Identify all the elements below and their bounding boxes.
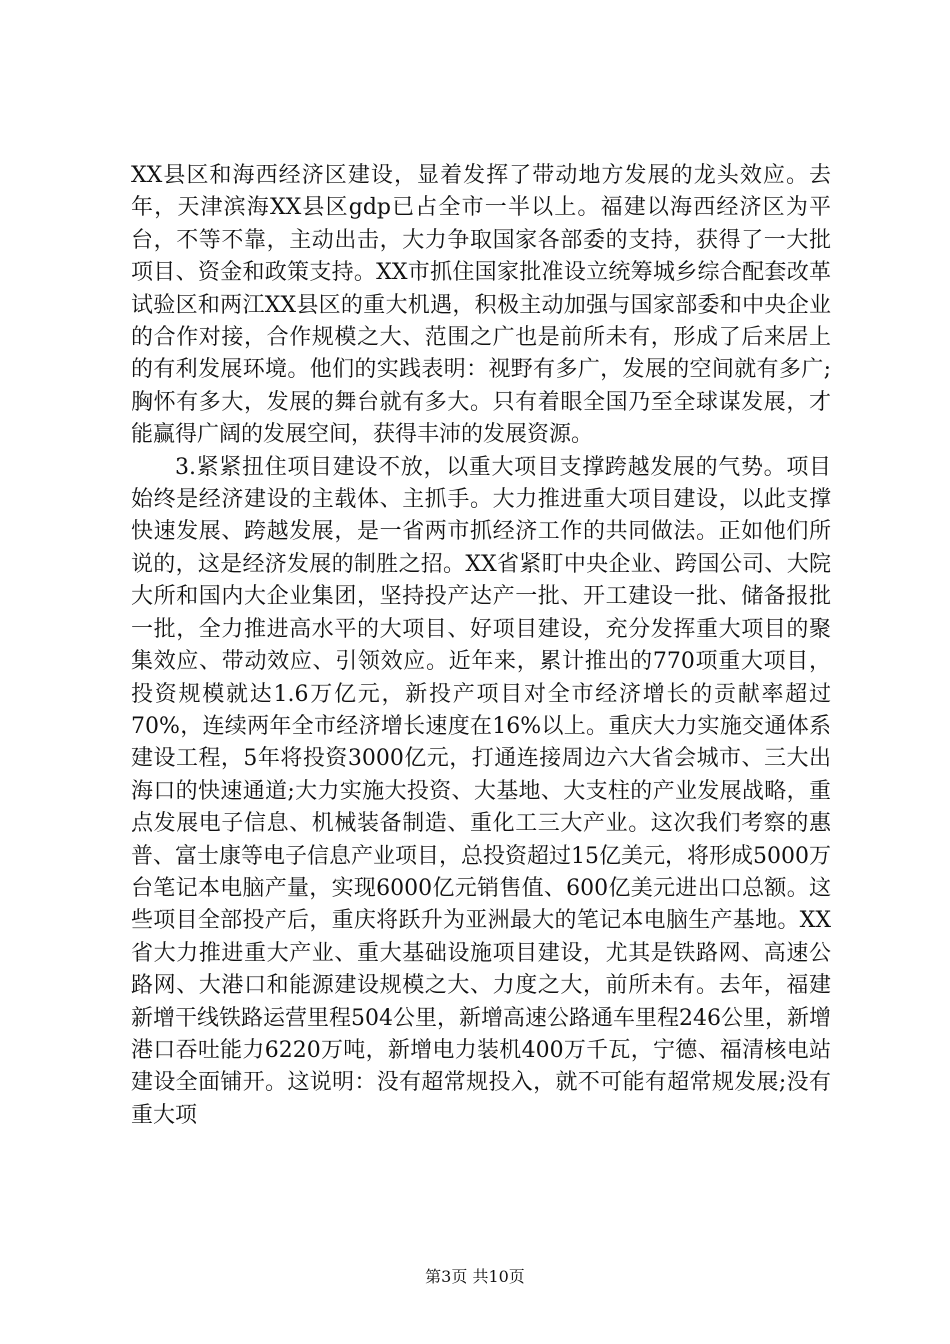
- page-footer: 第3页 共10页: [425, 1267, 525, 1286]
- document-body: [131, 160, 831, 1132]
- paragraph-2: 3.紧紧扭住项目建设不放，以重大项目支撑跨越发展的气势。项目始终是经济建设的主载体、主抓手。大力推进重大项目建设，以此支撑快速发展、跨越发展，是一省两市抓经济工作的共同做法。正如他们所说的，这是经济发展的制胜之招。XX省紧盯中央企业、跨国公司、大院大所和国内大企业集团，坚持投产达产一批、开工建设一批、储备报批一批，全力推进高水平的大项目、好项目建设，充分发挥重大项目的聚集效应、带动效应、引领效应。近年来，累计推出的770项重大项目，投资规模就达1.6万亿元，新投产项目对全市经济增长的贡献率超过70%，连续两年全市经济增长速度在16%以上。重庆大力实施交通体系建设工程，5年将投资3000亿元，打通连接周边六大省会城市、三大出海口的快速通道;大力实施大投资、大基地、大支柱的产业发展战略，重点发展电子信息、机械装备制造、重化工三大产业。这次我们考察的惠普、富士康等电子信息产业项目，总投资超过15亿美元，将形成5000万台笔记本电脑产量，实现6000亿元销售值、600亿美元进出口总额。这些项目全部投产后，重庆将跃升为亚洲最大的笔记本电脑生产基地。XX省大力推进重大产业、重大基础设施项目建设，尤其是铁路网、高速公路网、大港口和能源建设规模之大、力度之大，前所未有。去年，福建新增干线铁路运营里程504公里，新增高速公路通车里程246公里，新增港口吞吐能力6220万吨，新增电力装机400万千瓦，宁德、福清核电站建设全面铺开。这说明：没有超常规投入，就不可能有超常规发展;没有重大项: [131, 454, 831, 1128]
- paragraph-1: XX县区和海西经济区建设，显着发挥了带动地方发展的龙头效应。去年，天津滨海XX县区gdp已占全市一半以上。福建以海西经济区为平台，不等不靠，主动出击，大力争取国家各部委的支持，获得了一大批项目、资金和政策支持。XX市抓住国家批准设立统筹城乡综合配套改革试验区和两江XX县区的重大机遇，积极主动加强与国家部委和中央企业的合作对接，合作规模之大、范围之广也是前所未有，形成了后来居上的有利发展环境。他们的实践表明：视野有多广，发展的空间就有多广;胸怀有多大，发展的舞台就有多大。只有着眼全国乃至全球谋发展，才能赢得广阔的发展空间，获得丰沛的发展资源。: [131, 163, 831, 448]
